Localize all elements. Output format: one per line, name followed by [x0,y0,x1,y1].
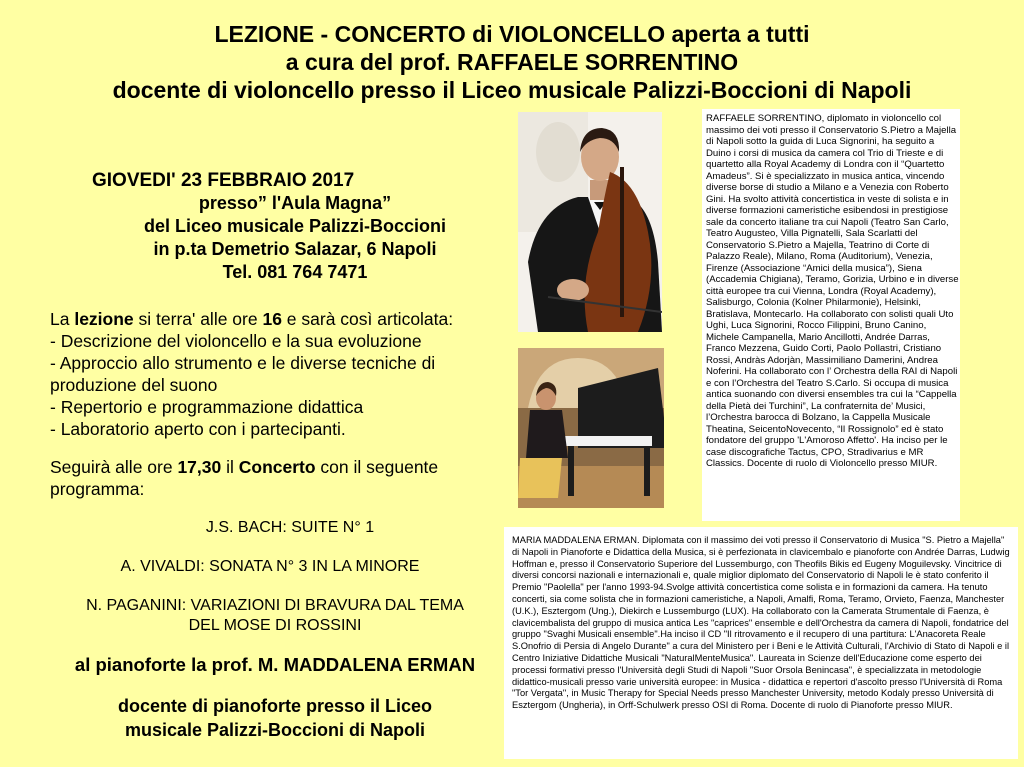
page-title [0,20,1024,104]
title-line-3: docente di violoncello presso il Liceo musicale Palizzi-Boccioni di Napoli [112,77,912,103]
venue-line-2: del Liceo musicale Palizzi-Boccioni [143,216,447,236]
lesson-item: - Repertorio e programmazione didattica [50,397,364,417]
concert-intro-d: Concerto [238,457,316,477]
lesson-item: - Laboratorio aperto con i partecipanti. [50,419,346,439]
lesson-item: produzione del suono [50,375,218,395]
pianist-role-line-1: docente di pianoforte presso il Liceo [117,696,433,716]
program-item: J.S. BACH: SUITE N° 1 [205,519,375,536]
erman-bio: MARIA MADDALENA ERMAN. Diplomata con il massimo dei voti presso il Conservatorio di Musica "S. Pietro a Majella" di Napoli in Pianoforte e Didattica della Musica, si è perfezionata in clavicembalo e pianoforte con Andrée Darras, Ludwig Hoffman e, presso il Conservatorio Superiore del Lussemburgo, con Theofils Bikis ed Eugeny Moguilevsky. Vincitrice di diversi concorsi nazionali e internazionali e, quale miglior diplomato del Conservatorio di Napoli le è stato conferito il Premio "Paolella" per l'anno 1993-94.Svolge attività concertistica come solista e in formazioni da camera. Ha tenuto concerti, sia come solista che in formazioni cameristiche, a Napoli, Amalfi, Roma, Teramo, Orvieto, Faenza, Manchester (U.K.), Esztergom (Ung.), Diekirch e Lussemburgo (LUX). Ha collaborato con la Camerata Strumentale di Faenza, è clavicembalista del gruppo di musica antica Les "caprices" ensemble e dell'Orchestra da camera di Napoli, fondatrice del gruppo "Svaghi Musicali ensemble".Ha inciso il CD "Il ritrovamento e il recupero di una partitura: L'Anacoreta Reale S.Onofrio di Persia di Angelo Durante" a cura del Ministero per i Beni e le Attività Culturali, l'Archivio di Stato di Napoli e il Centro Iniziative Didattiche Musicali "NaturalMenteMusica". Laureata in Scienze dell'Educazione come esperto dei processi formativi presso l'Università degli Studi di Napoli "Suor Orsola Benincasa", è specializzata in metodologie didattico-musicali presso varie università europee: in Musica - didattica e repertori d'ascolto presso l'Università di Roma "Tor Vergata", in Music Therapy for Special Needs presso Manchester University, metodo Kodaly presso Università di Esztergom (Ungheria), in Orff-Schulwerk presso OSI di Roma. Docente di ruolo di Pianoforte presso MIUR. [504,527,1018,759]
lesson-intro-b: lezione [74,309,134,329]
venue-phone: Tel. 081 764 7471 [222,262,368,282]
venue-line-1: presso” l'Aula Magna” [198,193,392,213]
lesson-item: - Descrizione del violoncello e la sua evoluzione [50,331,422,351]
lesson-intro-e: e sarà così articolata: [281,309,454,329]
sorrentino-bio: RAFFAELE SORRENTINO, diplomato in violoncello col massimo dei voti presso il Conservatorio S.Pietro a Majella di Napoli sotto la guida di Luca Signorini, ha seguito a Duino i corsi di musica da camera col Trio di Trieste e di quartetto alla Royal Academy di Londra con il “Quartetto Amadeus”. Si è specializzato in musica antica, vincendo diverse borse di studio a Milano e a Venezia con Roberto Gini. Ha svolto attività concertistica in veste di solista e in diverse formazioni cameristiche esibendosi in prestigiose sale da concerto italiane tra cui Napoli (Teatro San Carlo, Teatro Augusteo, Villa Pignatelli, Sala Scarlatti del Conservatorio S.Pietro a Majella, Teatrino di Corte di Palazzo Reale), Milano, Roma (Auditorium), Venezia, Firenze (Associazione “Amici della musica”), Siena (Accademia Chigiana), Teramo, Gorizia, Urbino e in diverse città europee tra cui Vienna, Londra (Royal Academy), Salisburgo, Colonia (Kolner Philarmonie), Helsinki, Bratislava, Montecarlo. Ha collaborato con solisti quali Uto Ughi, Luca Signorini, Rocco Filippini, Bruno Canino, Michele Campanella, Mario Ancillotti, Andrée Darras, Franco Mezzena, Guido Corti, Paolo Pollastri, Cristiano Rossi, Andràs Adorjàn, Massimiliano Damerini, Andrea Noferini. Ha collaborato con l’ Orchestra della RAI di Napoli e con l’Orchestra del Teatro S.Carlo. Si occupa di musica antica suonando con diversi ensembles tra cui la “Cappella della Pietà dei Turchini”, La confraternita de’ Musici, l’Orchestra barocca di Bolzano, la Cappella Musicale Theatina, SeicentoNovecento, “Il Rossignolo” ed è stato fondatore del gruppo 'L'Amoroso Affetto'. Ha inciso per le case discografiche Tactus, CPO, Stradivarius e MR Classics. Docente di ruolo di Violoncello presso MIUR. [702,109,960,521]
pianist-photo [518,348,664,508]
concert-intro [50,456,500,500]
lesson-intro [50,308,510,330]
lesson-intro-a: La [50,309,75,329]
lesson-intro-d: 16 [262,309,282,329]
program-item: A. VIVALDI: SONATA N° 3 IN LA MINORE [120,558,420,575]
program-item: N. PAGANINI: VARIAZIONI DI BRAVURA DAL TEMA [86,597,464,614]
concert-intro-line-1 [50,456,500,478]
program-item: DEL MOSE DI ROSSINI [188,617,362,634]
lesson-item: - Approccio allo strumento e le diverse tecniche di [50,353,436,373]
pianist-line: al pianoforte la prof. M. MADDALENA ERMAN [74,654,476,675]
concert-intro-a: Seguirà alle ore [50,457,178,477]
lesson-description [50,308,510,440]
lesson-intro-c: si terra' alle ore [133,309,263,329]
pianist-role [40,694,510,742]
title-line-1: LEZIONE - CONCERTO di VIOLONCELLO aperta a tutti [214,21,810,47]
pianist-role-line-2: musicale Palizzi-Boccioni di Napoli [124,720,426,740]
concert-intro-b: 17,30 [177,457,222,477]
event-date: GIOVEDI' 23 FEBBRAIO 2017 [92,170,355,191]
venue-line-3: in p.ta Demetrio Salazar, 6 Napoli [153,239,437,259]
title-line-2: a cura del prof. RAFFAELE SORRENTINO [285,49,739,75]
concert-intro-e: con il seguente [315,457,439,477]
concert-intro-c: il [221,457,239,477]
event-venue [100,192,490,284]
cellist-photo [518,112,662,332]
concert-intro-line-2: programma: [50,479,145,499]
